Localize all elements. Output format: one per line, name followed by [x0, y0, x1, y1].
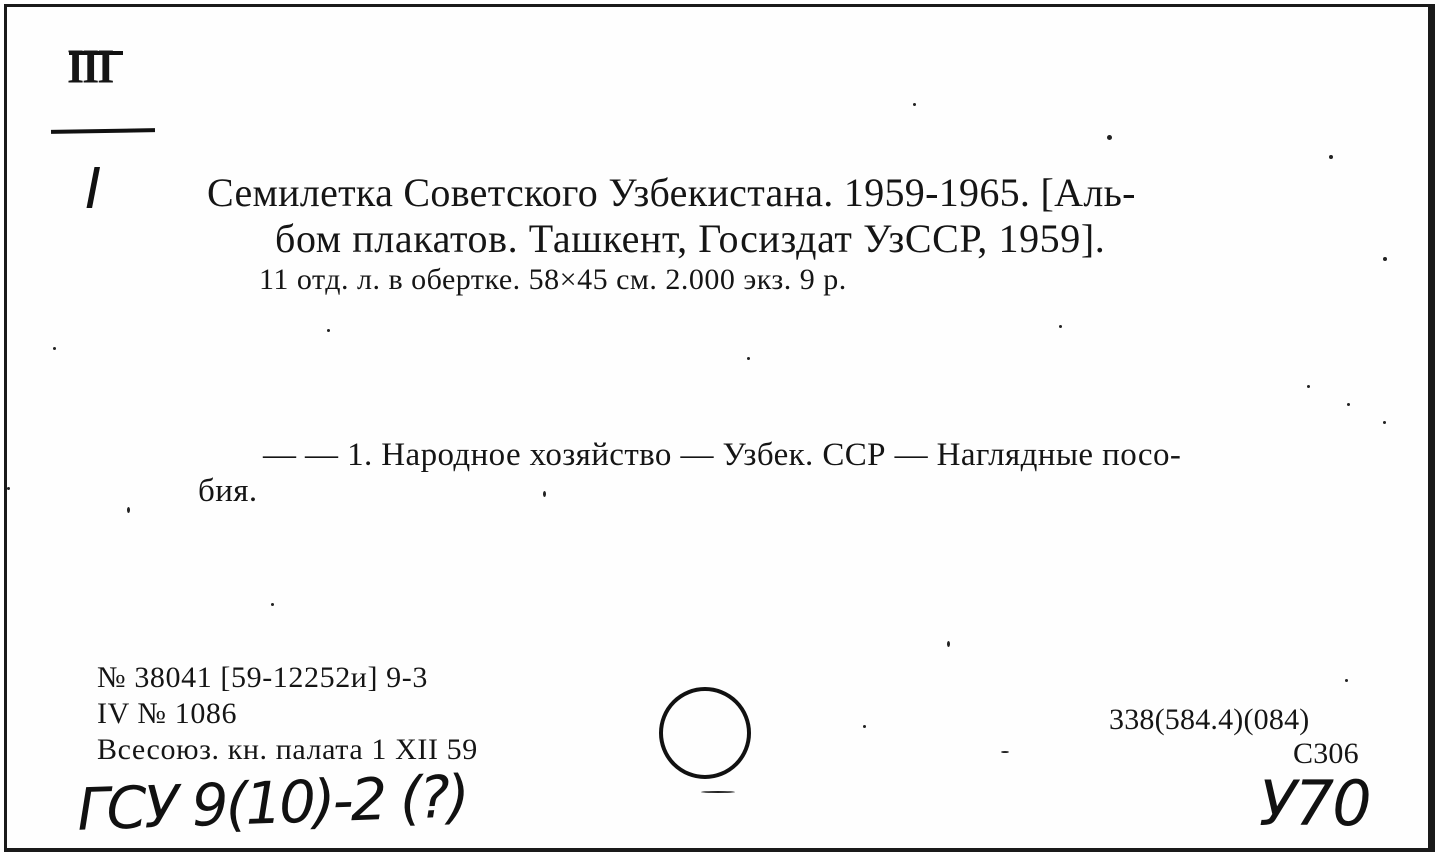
scan-speck	[1329, 155, 1333, 159]
subject-heading-line-2: бия.	[198, 473, 258, 509]
scan-speck	[127, 507, 130, 513]
scan-speck	[1059, 325, 1062, 328]
author-mark: С306	[1293, 737, 1359, 770]
shelf-mark-bottom: I	[85, 157, 102, 222]
subject-heading-line-1: — — 1. Народное хозяйство — Узбек. ССР — Наглядные посо-	[263, 437, 1182, 473]
entry-physical-description: 11 отд. л. в обертке. 58×45 см. 2.000 экз. 9 р.	[259, 263, 847, 296]
scan-speck	[53, 347, 56, 350]
scan-speck	[1345, 679, 1348, 682]
scan-speck	[913, 103, 916, 106]
scan-speck	[271, 603, 274, 606]
stamp-circle	[659, 687, 751, 779]
imprint-record-number: № 38041 [59-12252и] 9-3	[97, 661, 428, 694]
shelf-mark-divider	[51, 128, 155, 134]
catalog-card	[4, 4, 1435, 852]
scan-speck	[7, 487, 10, 490]
scan-speck	[747, 357, 750, 360]
udc-code: 338(584.4)(084)	[1109, 703, 1310, 736]
entry-title-line-1: Семилетка Советского Узбекистана. 1959-1965. [Аль-	[207, 170, 1136, 215]
scan-speck	[1347, 403, 1350, 406]
scan-speck	[543, 491, 546, 497]
handwritten-shelf-code: ГСУ 9(10)-2 (?)	[75, 762, 468, 844]
handwritten-number: У70	[1259, 767, 1370, 840]
scan-speck	[863, 725, 866, 728]
scan-speck	[1001, 751, 1009, 753]
imprint-chamber-date: Всесоюз. кн. палата 1 XII 59	[97, 733, 478, 766]
imprint-inventory-number: IV № 1086	[97, 697, 238, 730]
scan-speck	[1107, 135, 1112, 140]
scan-speck	[327, 329, 330, 332]
entry-title-line-2: бом плакатов. Ташкент, Госиздат УзССР, 1959].	[275, 216, 1106, 261]
scan-speck	[1383, 257, 1387, 261]
shelf-mark-top: III	[67, 39, 113, 94]
scan-speck	[947, 641, 950, 647]
scan-speck	[701, 791, 735, 793]
scan-speck	[1307, 385, 1310, 388]
scan-speck	[1383, 421, 1386, 424]
